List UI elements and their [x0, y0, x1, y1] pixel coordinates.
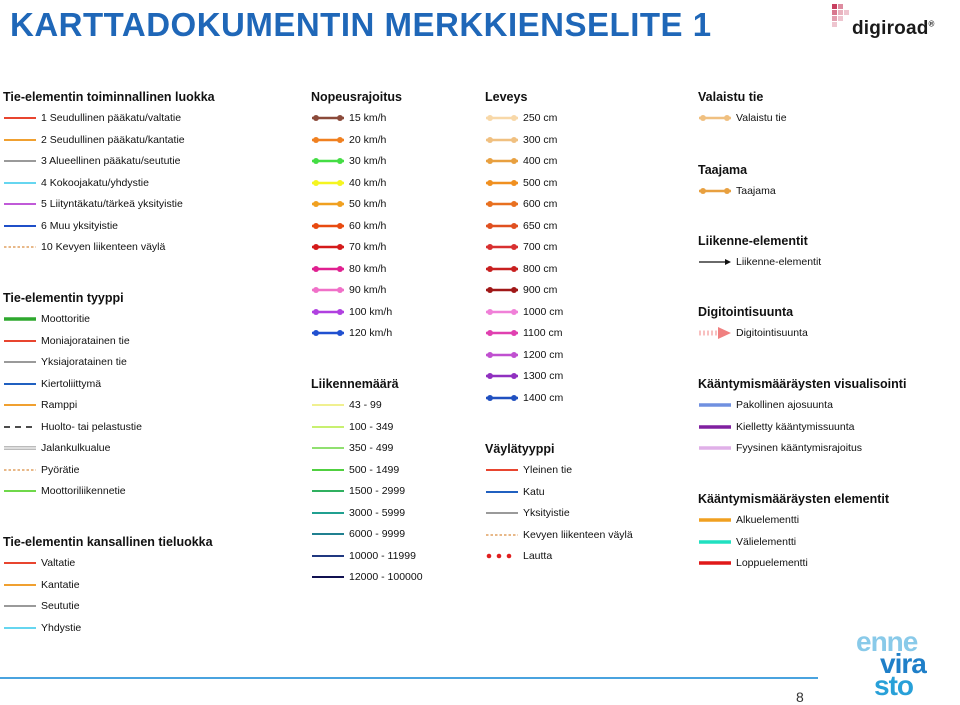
legend-swatch-10-kevyen-liikenteen-vayla	[3, 239, 37, 255]
legend-label: Moottoriliikennetie	[41, 485, 126, 497]
legend-swatch-moniajoratainen-tie	[3, 333, 37, 349]
section-title-liikenne-elementit: Liikenne-elementit	[698, 234, 808, 248]
legend-label: 2 Seudullinen pääkatu/kantatie	[41, 133, 185, 146]
section-title-tie-elementin-kansallinen-tieluokka: Tie-elementin kansallinen tieluokka	[3, 535, 213, 549]
legend-swatch-pyoratie	[3, 462, 37, 478]
legend-swatch-moottoriliikennetie	[3, 483, 37, 499]
page-title: KARTTADOKUMENTIN MERKKIENSELITE 1	[10, 6, 712, 43]
legend-swatch-1500-2999	[311, 483, 345, 499]
legend-label: 800 cm	[523, 262, 558, 275]
legend-label: 1100 cm	[523, 327, 563, 339]
legend-label: 250 cm	[523, 112, 558, 124]
legend-swatch-300-cm	[485, 132, 519, 148]
section-title-taajama: Taajama	[698, 163, 748, 177]
legend-swatch-kielletty-kaantymissuunta	[698, 419, 732, 435]
legend-label: 10000 - 11999	[349, 549, 416, 562]
legend-label: 900 cm	[523, 284, 558, 296]
legend-swatch-1400-cm	[485, 390, 519, 406]
legend-label: Katu	[523, 485, 545, 498]
legend-swatch-liikenne-elementit	[698, 254, 732, 270]
legend-label: Yksityistie	[523, 507, 570, 519]
legend-swatch-1000-cm	[485, 304, 519, 320]
legend-label: Kielletty kääntymissuunta	[736, 420, 855, 433]
legend-label: Valtatie	[41, 557, 76, 569]
legend-swatch-yleinen-tie	[485, 462, 519, 478]
legend-label: Lautta	[523, 550, 553, 562]
legend-swatch-pakollinen-ajosuunta	[698, 397, 732, 413]
digiroad-logo	[828, 2, 958, 44]
legend-label: Ramppi	[41, 399, 78, 411]
legend-label: 3000 - 5999	[349, 506, 406, 519]
legend-label: 15 km/h	[349, 112, 387, 124]
legend-swatch-6-muu-yksityistie	[3, 218, 37, 234]
legend-swatch-jalankulkualue	[3, 440, 37, 456]
legend-swatch-15-km-h	[311, 110, 345, 126]
legend-label: 60 km/h	[349, 219, 387, 232]
legend-swatch-yhdystie	[3, 620, 37, 636]
legend-swatch-30-km-h	[311, 153, 345, 169]
legend-label: Yleinen tie	[523, 464, 573, 476]
legend-label: 120 km/h	[349, 327, 393, 339]
legend-swatch-500-cm	[485, 175, 519, 191]
legend-label: 40 km/h	[349, 176, 387, 189]
legend-label: Kantatie	[41, 578, 80, 591]
legend-swatch-100-km-h	[311, 304, 345, 320]
legend-label: Kevyen liikenteen väylä	[523, 528, 633, 541]
legend-label: 5 Liityntäkatu/tärkeä yksityistie	[41, 198, 183, 210]
legend-label: 300 cm	[523, 133, 558, 146]
legend-swatch-fyysinen-kaantymisrajoitus	[698, 440, 732, 456]
legend-swatch-40-km-h	[311, 175, 345, 191]
legend-swatch-400-cm	[485, 153, 519, 169]
legend-swatch-valtatie	[3, 555, 37, 571]
legend-swatch-moottoritie	[3, 311, 37, 327]
legend-swatch-katu	[485, 484, 519, 500]
legend-swatch-120-km-h	[311, 325, 345, 341]
legend-swatch-50-km-h	[311, 196, 345, 212]
legend-label: 1300 cm	[523, 370, 564, 382]
page-number: 8	[796, 689, 804, 705]
legend-label: Alkuelementti	[736, 514, 800, 526]
legend-swatch-70-km-h	[311, 239, 345, 255]
section-title-nopeusrajoitus: Nopeusrajoitus	[311, 90, 402, 104]
legend-label: 30 km/h	[349, 155, 387, 167]
section-title-tie-elementin-toiminnallinen-luokka: Tie-elementin toiminnallinen luokka	[3, 90, 215, 104]
legend-swatch-500-1499	[311, 462, 345, 478]
legend-label: 3 Alueellinen pääkatu/seututie	[41, 155, 181, 167]
brand-line-2: vira	[880, 648, 926, 679]
legend-swatch-900-cm	[485, 282, 519, 298]
legend-label: 1 Seudullinen pääkatu/valtatie	[41, 112, 182, 124]
legend-swatch-10000-11999	[311, 548, 345, 564]
legend-swatch-350-499	[311, 440, 345, 456]
section-title-kaantymismaaraysten-visualisointi: Kääntymismääräysten visualisointi	[698, 377, 907, 391]
legend-label: 6 Muu yksityistie	[41, 219, 119, 232]
legend-label: Seututie	[41, 600, 80, 612]
legend-label: Taajama	[736, 185, 776, 197]
legend-label: 90 km/h	[349, 284, 387, 296]
legend-label: 20 km/h	[349, 133, 387, 146]
legend-label: 43 - 99	[349, 399, 382, 411]
legend-label: 12000 - 100000	[349, 571, 423, 583]
legend-label: Liikenne-elementit	[736, 256, 822, 268]
legend-label: 500 - 1499	[349, 463, 400, 476]
legend-label: 100 - 349	[349, 420, 394, 433]
legend-swatch-taajama	[698, 183, 732, 199]
legend-label: Jalankulkualue	[41, 442, 111, 454]
footer-divider	[0, 677, 818, 679]
legend-label: 4 Kokoojakatu/yhdystie	[41, 176, 149, 189]
legend-label: 70 km/h	[349, 241, 387, 253]
legend-swatch-huolto-tai-pelastustie	[3, 419, 37, 435]
legend-label: Yhdystie	[41, 621, 82, 634]
legend-label: Fyysinen kääntymisrajoitus	[736, 442, 863, 454]
legend-label: Moniajoratainen tie	[41, 334, 130, 347]
legend-label: Loppuelementti	[736, 557, 808, 569]
legend-label: 650 cm	[523, 219, 558, 232]
legend-swatch-3-alueellinen-paakatu-seututie	[3, 153, 37, 169]
legend-label: 1200 cm	[523, 348, 564, 361]
legend-swatch-1-seudullinen-paakatu-valtatie	[3, 110, 37, 126]
legend-swatch-90-km-h	[311, 282, 345, 298]
legend-swatch-5-liityntakatu-tarkea-yksityistie	[3, 196, 37, 212]
legend-label: Valaistu tie	[736, 112, 787, 124]
section-title-kaantymismaaraysten-elementit: Kääntymismääräysten elementit	[698, 492, 890, 506]
legend-swatch-800-cm	[485, 261, 519, 277]
legend-label: Yksiajoratainen tie	[41, 356, 127, 368]
legend-swatch-lautta	[485, 548, 519, 564]
legend-swatch-60-km-h	[311, 218, 345, 234]
legend-label: 700 cm	[523, 241, 558, 253]
legend-swatch-1100-cm	[485, 325, 519, 341]
legend-label: Välielementti	[736, 535, 797, 548]
legend-swatch-80-km-h	[311, 261, 345, 277]
legend-label: Digitointisuunta	[736, 327, 808, 339]
section-title-liikennemaara: Liikennemäärä	[311, 377, 399, 391]
legend-swatch-loppuelementti	[698, 555, 732, 571]
legend-swatch-100-349	[311, 419, 345, 435]
digiroad-logo-grid-icon	[830, 2, 852, 36]
legend-label: 10 Kevyen liikenteen väylä	[41, 241, 166, 253]
legend-swatch-3000-5999	[311, 505, 345, 521]
legend-label: 400 cm	[523, 155, 558, 167]
legend-swatch-250-cm	[485, 110, 519, 126]
legend-label: Pakollinen ajosuunta	[736, 399, 833, 411]
legend-label: 1400 cm	[523, 391, 564, 404]
legend-swatch-43-99	[311, 397, 345, 413]
legend-swatch-2-seudullinen-paakatu-kantatie	[3, 132, 37, 148]
legend-label: Moottoritie	[41, 313, 91, 325]
legend-swatch-valaistu-tie	[698, 110, 732, 126]
legend-label: 6000 - 9999	[349, 528, 406, 540]
legend-swatch-20-km-h	[311, 132, 345, 148]
brand-line-1: enne	[856, 626, 918, 657]
brand-line-3: sto	[874, 670, 913, 701]
legend-swatch-1200-cm	[485, 347, 519, 363]
legend-label: 600 cm	[523, 198, 558, 210]
legend-swatch-valielementti	[698, 534, 732, 550]
legend-swatch-digitointisuunta	[698, 325, 732, 341]
legend-swatch-700-cm	[485, 239, 519, 255]
legend-label: 500 cm	[523, 176, 558, 189]
legend-label: 1500 - 2999	[349, 485, 406, 497]
legend-swatch-alkuelementti	[698, 512, 732, 528]
legend-label: 80 km/h	[349, 262, 387, 275]
legend-label: Kiertoliittymä	[41, 377, 102, 390]
section-title-leveys: Leveys	[485, 90, 528, 104]
legend-label: Pyörätie	[41, 463, 80, 476]
legend-swatch-600-cm	[485, 196, 519, 212]
section-title-tie-elementin-tyyppi: Tie-elementin tyyppi	[3, 291, 124, 305]
legend-swatch-yksiajoratainen-tie	[3, 354, 37, 370]
section-title-vaylatyyppi: Väylätyyppi	[485, 442, 555, 456]
legend-label: Huolto- tai pelastustie	[41, 420, 142, 433]
legend-swatch-kantatie	[3, 577, 37, 593]
legend-swatch-1300-cm	[485, 368, 519, 384]
legend-swatch-6000-9999	[311, 526, 345, 542]
legend-swatch-ramppi	[3, 397, 37, 413]
legend-swatch-4-kokoojakatu-yhdystie	[3, 175, 37, 191]
legend-swatch-12000-100000	[311, 569, 345, 585]
legend-label: 100 km/h	[349, 305, 393, 318]
legend-label: 50 km/h	[349, 198, 387, 210]
legend-swatch-kiertoliittyma	[3, 376, 37, 392]
logo-mark: ®	[928, 19, 935, 29]
logo-text: digiroad	[852, 18, 929, 39]
legend-label: 1000 cm	[523, 305, 564, 318]
legend-swatch-kevyen-liikenteen-vayla	[485, 527, 519, 543]
section-title-valaistu-tie: Valaistu tie	[698, 90, 764, 104]
legend-swatch-seututie	[3, 598, 37, 614]
legend-swatch-yksityistie	[485, 505, 519, 521]
section-title-digitointisuunta: Digitointisuunta	[698, 305, 794, 319]
legend-swatch-650-cm	[485, 218, 519, 234]
legend-label: 350 - 499	[349, 442, 394, 454]
virasto-logo	[850, 626, 950, 702]
